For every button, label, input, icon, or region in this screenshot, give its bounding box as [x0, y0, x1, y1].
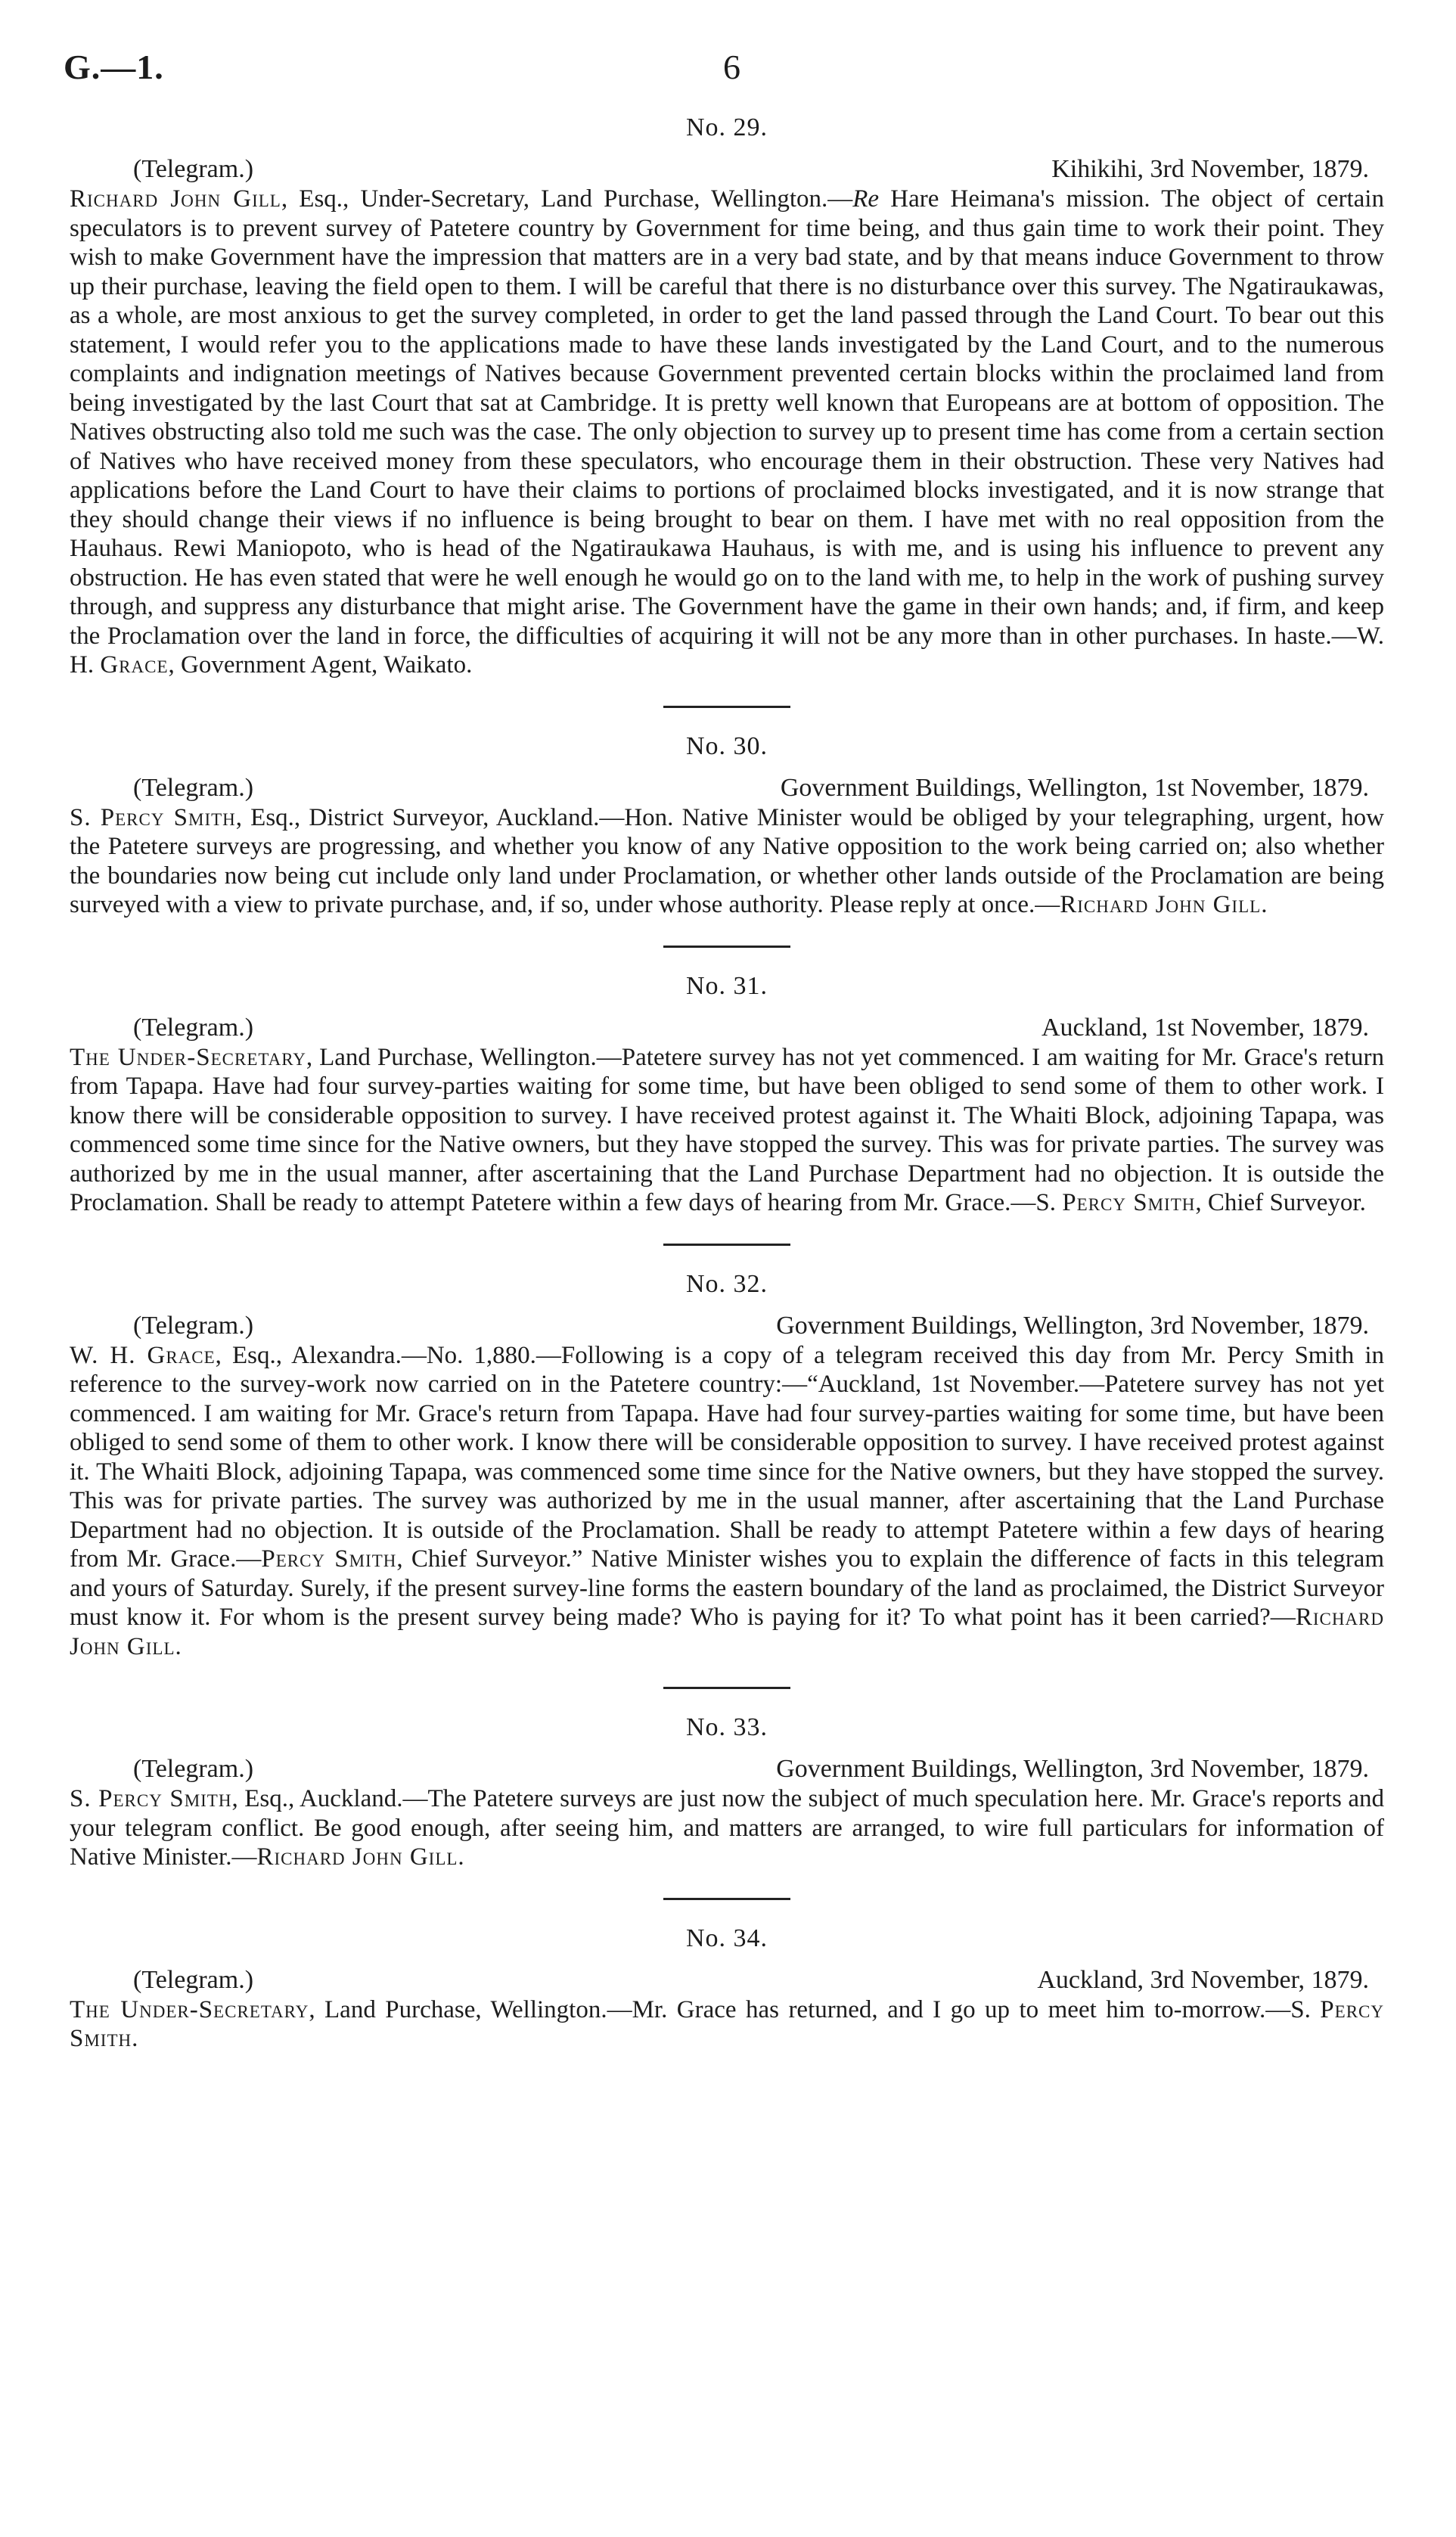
- telegram-type: (Telegram.): [133, 1965, 254, 1994]
- telegram-text: [70, 1341, 1384, 1662]
- signer-suffix: , Chief Surveyor.: [1195, 1189, 1366, 1216]
- telegram-text: [70, 185, 1384, 680]
- place-date: Government Buildings, Wellington, 3rd November, 1879.: [776, 1755, 1369, 1783]
- telegram-number: No. 30.: [685, 731, 768, 760]
- telegram-meta: [70, 1013, 1384, 1043]
- section-divider: [663, 706, 790, 708]
- message-text: , Land Purchase, Wellington.—Mr. Grace has returned, and I go up to meet him to-morrow.—S.: [309, 1995, 1321, 2023]
- signer-suffix: .: [175, 1632, 182, 1660]
- place-date: Government Buildings, Wellington, 3rd November, 1879.: [776, 1311, 1369, 1340]
- addressee: Richard John Gill: [70, 185, 281, 213]
- telegram-type: (Telegram.): [133, 1311, 254, 1340]
- telegram-32: [70, 1268, 1384, 1662]
- telegram-text: [70, 1784, 1384, 1872]
- telegram-29: [70, 112, 1384, 680]
- place-date: Government Buildings, Wellington, 1st November, 1879.: [780, 773, 1369, 802]
- telegram-33: [70, 1712, 1384, 1872]
- section-divider: [663, 1898, 790, 1900]
- telegram-34: [70, 1923, 1384, 2054]
- re-label: Re: [852, 185, 880, 213]
- address-rest: , Esq., Under-Secretary, Land Purchase, Wellington.—: [281, 185, 853, 213]
- telegram-meta: [70, 773, 1384, 803]
- telegram-type: (Telegram.): [133, 1013, 254, 1042]
- message-text: Hare Heimana's mission. The object of certain speculators is to prevent survey of Patetere country by Government for time being, and thus gain time to work their point. They wish to make Government have the impression that matters are in a very bad state, and by that means induce Government to throw up their purchase, leaving the field open to them. I will be careful that there is no disturbance over this survey. The Ngatiraukawas, as a whole, are most anxious to get the survey completed, in order to get the land passed through the Land Court. To bear out this statement, I would refer you to the applications made to have these lands investigated by the Land Court, and to the numerous complaints and indignation meetings of Natives because Government prevented certain blocks within the proclaimed land from being investigated by the last Court that sat at Cambridge. It is pretty well known that Europeans are at bottom of opposition. The Natives obstructing also told me such was the case. The only objection to survey up to present time has come from a certain section of Natives who have received money from these speculators, who encourage them in their obstruction. These very Natives had applications before the Land Court to have their claims to portions of proclaimed blocks investigated, and it is now strange that they should change their views if no influence is being brought to bear on them. I have met with no real opposition from the Hauhaus. Rewi Maniopoto, who is head of the Ngatiraukawa Hauhaus, is with me, and is using his influence to prevent any obstruction. He has even stated that were he well enough he would go on to the land with me, to help in the work of pushing survey through, and suppress any disturbance that might arise. The Government have the game in their own hands; and, if firm, and keep the Proclamation over the land in force, the difficulties of acquiring it will not be any more than in other purchases. In haste.—W. H.: [70, 185, 1384, 678]
- signer-suffix: .: [132, 2025, 138, 2052]
- place-date: Auckland, 3rd November, 1879.: [1037, 1965, 1369, 1994]
- telegram-text: [70, 803, 1384, 920]
- signer: Percy Smith: [70, 1995, 1384, 2052]
- telegram-type: (Telegram.): [133, 1755, 254, 1783]
- telegram-number: No. 34.: [685, 1924, 768, 1952]
- addressee: S. Percy Smith: [70, 803, 236, 831]
- telegram-30: [70, 731, 1384, 920]
- telegram-meta: [70, 1311, 1384, 1341]
- message-text: , Land Purchase, Wellington.—Patetere survey has not yet commenced. I am waiting for Mr. Grace's return from Tapapa. Have had four survey-parties waiting for some time, but have been obliged to send some of them to other work. I know there will be considerable opposition to survey. I have received protest against it. The Whaiti Block, adjoining Tapapa, was commenced some time since for the Native owners, but they have stopped the survey. This was for private parties. The survey was authorized by me in the usual manner, after ascertaining that the Land Purchase Department had no objection. It is outside the Proclamation. Shall be ready to attempt Patetere within a few days of hearing from Mr. Grace.—S.: [70, 1043, 1384, 1216]
- place-date: Kihikihi, 3rd November, 1879.: [1051, 155, 1369, 183]
- telegram-number: No. 33.: [685, 1713, 768, 1741]
- message-text: , Esq., District Surveyor, Auckland.—Hon. Native Minister would be obliged by your telegraphing, urgent, how the Patetere surveys are progressing, and whether you know of any Native opposition to the work being carried on; also whether the boundaries now being cut include only land under Proclamation, or whether other lands outside of the Proclamation are being surveyed with a view to private purchase, and, if so, under whose authority. Please reply at once.—: [70, 803, 1384, 918]
- signer: Richard John Gill: [70, 1604, 1384, 1660]
- signer: Grace: [100, 651, 169, 678]
- section-divider: [663, 1687, 790, 1689]
- signer-suffix: .: [1261, 891, 1268, 918]
- addressee: The Under-Secretary: [70, 1995, 309, 2023]
- message-text-part-b: , Chief Surveyor.” Native Minister wishes you to explain the difference of facts in this telegram and yours of Saturday. Surely, if the present survey-line forms the eastern boundary of the land as proclaimed, the District Surveyor must know it. For whom is the present survey being made? Who is paying for it? To what point has it been carried?—: [70, 1545, 1384, 1631]
- place-date: Auckland, 1st November, 1879.: [1041, 1013, 1369, 1042]
- signer: Richard John Gill: [1060, 891, 1262, 918]
- telegram-number: No. 31.: [685, 971, 768, 1000]
- document-reference: G.—1.: [64, 48, 164, 86]
- addressee: W. H. Grace: [70, 1341, 216, 1369]
- page-header: [64, 47, 1395, 92]
- addressee: The Under-Secretary: [70, 1043, 306, 1071]
- telegram-type: (Telegram.): [133, 773, 254, 802]
- message-text-part-a: , Esq., Alexandra.—No. 1,880.—Following is a copy of a telegram received this day from Mr. Percy Smith in reference to the survey-work now carried on in the Patetere country:—“Auckland, 1st November.—Patetere survey has not yet commenced. I am waiting for Mr. Grace's return from Tapapa. Have had four survey-parties waiting for some time, but have been obliged to send some of them to other work. I know there will be considerable opposition to survey. I have received protest against it. The Whaiti Block, adjoining Tapapa, was commenced some time since for the Native owners, but they have stopped the survey. This was for private parties. The survey was authorized by me in the usual manner, after ascertaining that the Land Purchase Department had no objection. It is outside of the Proclamation. Shall be ready to attempt Patetere within a few days of hearing from Mr. Grace.—: [70, 1341, 1384, 1573]
- signer-suffix: , Government Agent, Waikato.: [168, 651, 473, 678]
- telegram-number: No. 32.: [685, 1269, 768, 1298]
- section-divider: [663, 946, 790, 948]
- telegram-type: (Telegram.): [133, 155, 254, 183]
- telegram-31: [70, 970, 1384, 1218]
- telegram-meta: [70, 1965, 1384, 1995]
- document-body: [70, 112, 1384, 2054]
- telegram-number: No. 29.: [685, 113, 768, 141]
- signer: Richard John Gill: [256, 1843, 458, 1871]
- telegram-text: [70, 1043, 1384, 1218]
- signer: Percy Smith: [1062, 1189, 1196, 1216]
- message-text: , Esq., Auckland.—The Patetere surveys are just now the subject of much speculation here. Mr. Grace's reports and your telegram conflict. Be good enough, after seeing him, and matters are arranged, to wire full particulars for information of Native Minister.—: [70, 1785, 1385, 1871]
- addressee: S. Percy Smith: [70, 1785, 232, 1812]
- telegram-meta: [70, 1754, 1384, 1784]
- telegram-meta: [70, 154, 1384, 185]
- signer-suffix: .: [458, 1843, 464, 1871]
- page-number: 6: [723, 48, 740, 86]
- section-divider: [663, 1244, 790, 1246]
- telegram-text: [70, 1995, 1384, 2054]
- inner-signer: Percy Smith: [261, 1545, 397, 1573]
